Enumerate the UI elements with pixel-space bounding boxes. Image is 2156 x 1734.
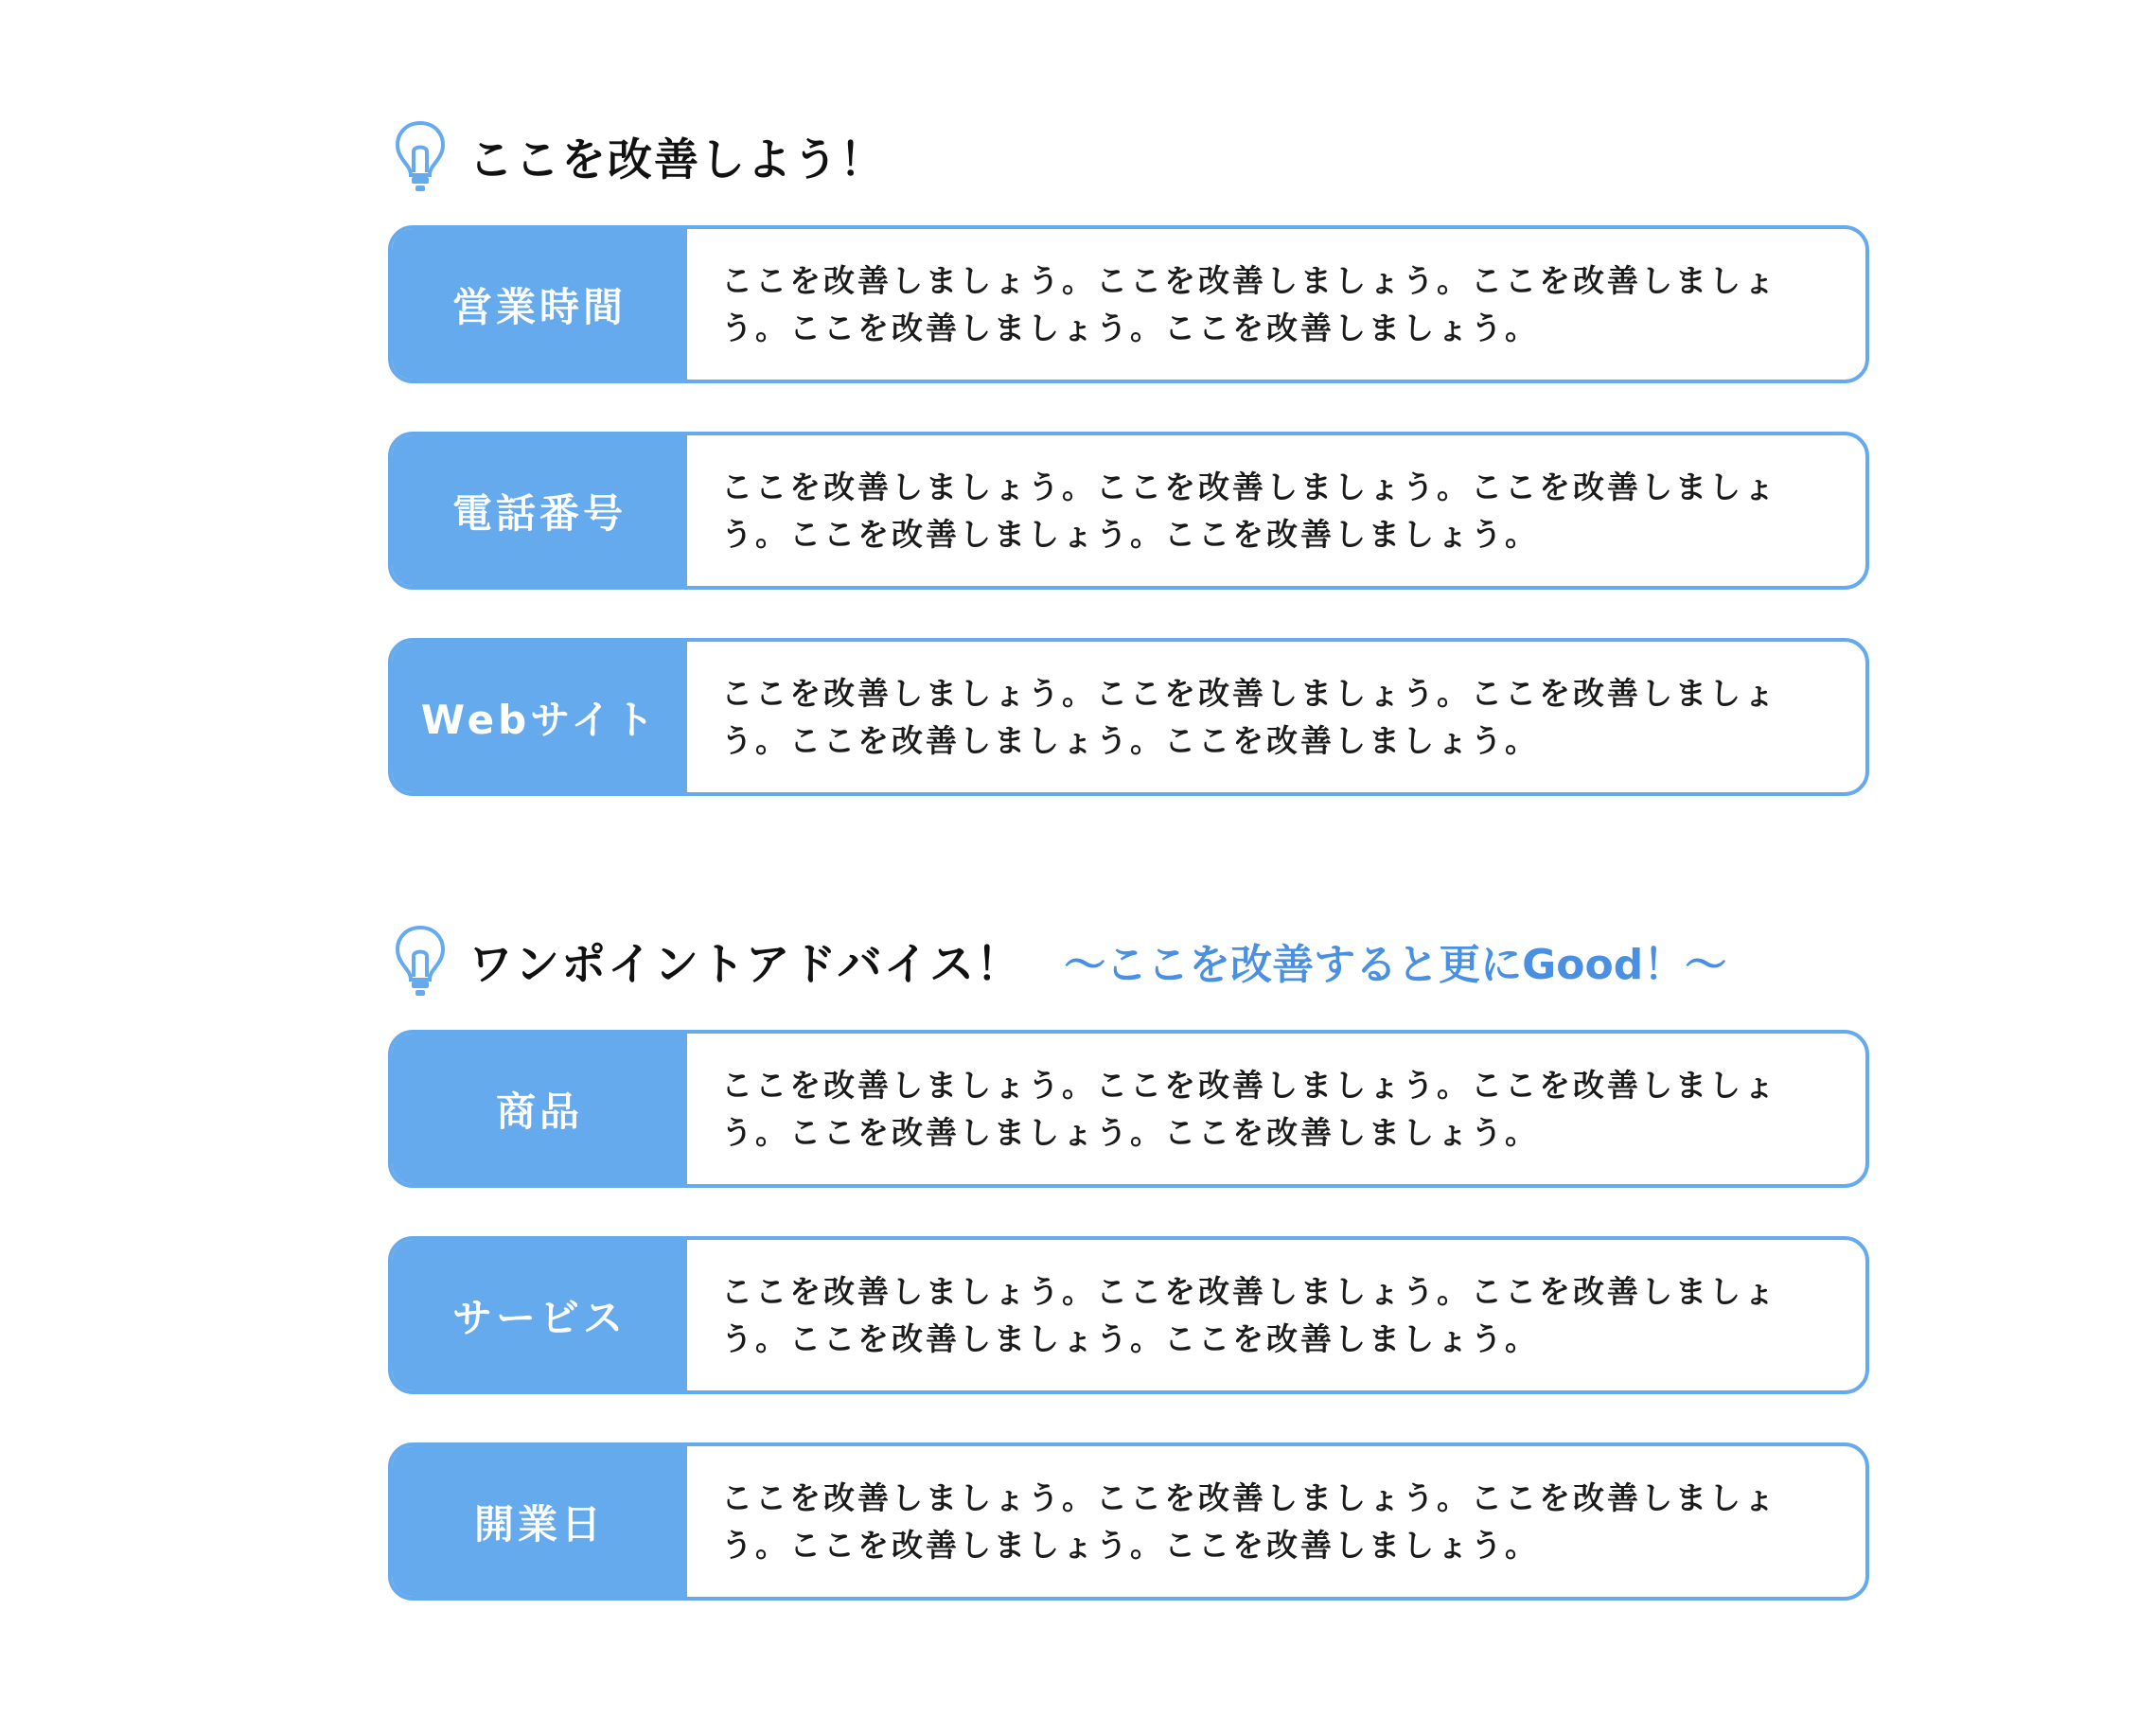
section-title: ここを改善しよう！ <box>468 133 886 186</box>
lightbulb-icon <box>393 119 448 193</box>
section-heading <box>393 114 1869 199</box>
item-text: ここを改善しましょう。ここを改善しましょう。ここを改善しましょう。ここを改善しましょう。ここを改善しましょう。 <box>721 1272 1777 1357</box>
item-body <box>687 1034 1865 1184</box>
list-item <box>388 1442 1869 1601</box>
section-title: ワンポイントアドバイス！ <box>468 938 1023 991</box>
item-body <box>687 1240 1865 1390</box>
item-label: Webサイト <box>392 642 687 792</box>
item-text: ここを改善しましょう。ここを改善しましょう。ここを改善しましょう。ここを改善しましょう。ここを改善しましょう。 <box>721 1066 1777 1151</box>
item-label: サービス <box>392 1240 687 1390</box>
item-body <box>687 229 1865 380</box>
section-subtitle: 〜ここを改善すると更にGood！〜 <box>1064 941 1727 989</box>
improvement-section <box>388 114 1869 796</box>
item-label: 商品 <box>392 1034 687 1184</box>
list-item <box>388 638 1869 796</box>
item-text: ここを改善しましょう。ここを改善しましょう。ここを改善しましょう。ここを改善しましょう。ここを改善しましょう。 <box>721 261 1777 346</box>
list-item <box>388 1236 1869 1394</box>
list-item <box>388 1030 1869 1188</box>
item-text: ここを改善しましょう。ここを改善しましょう。ここを改善しましょう。ここを改善しましょう。ここを改善しましょう。 <box>721 674 1777 759</box>
item-list <box>388 225 1869 796</box>
item-label: 営業時間 <box>392 229 687 380</box>
list-item <box>388 432 1869 590</box>
item-text: ここを改善しましょう。ここを改善しましょう。ここを改善しましょう。ここを改善しましょう。ここを改善しましょう。 <box>721 468 1777 553</box>
item-label: 開業日 <box>392 1446 687 1597</box>
section-heading <box>393 918 1869 1003</box>
item-label: 電話番号 <box>392 435 687 586</box>
item-list <box>388 1030 1869 1601</box>
advice-section <box>388 918 1869 1601</box>
list-item <box>388 225 1869 383</box>
item-body <box>687 642 1865 792</box>
item-body <box>687 1446 1865 1597</box>
item-text: ここを改善しましょう。ここを改善しましょう。ここを改善しましょう。ここを改善しましょう。ここを改善しましょう。 <box>721 1478 1777 1564</box>
item-body <box>687 435 1865 586</box>
lightbulb-icon <box>393 924 448 998</box>
